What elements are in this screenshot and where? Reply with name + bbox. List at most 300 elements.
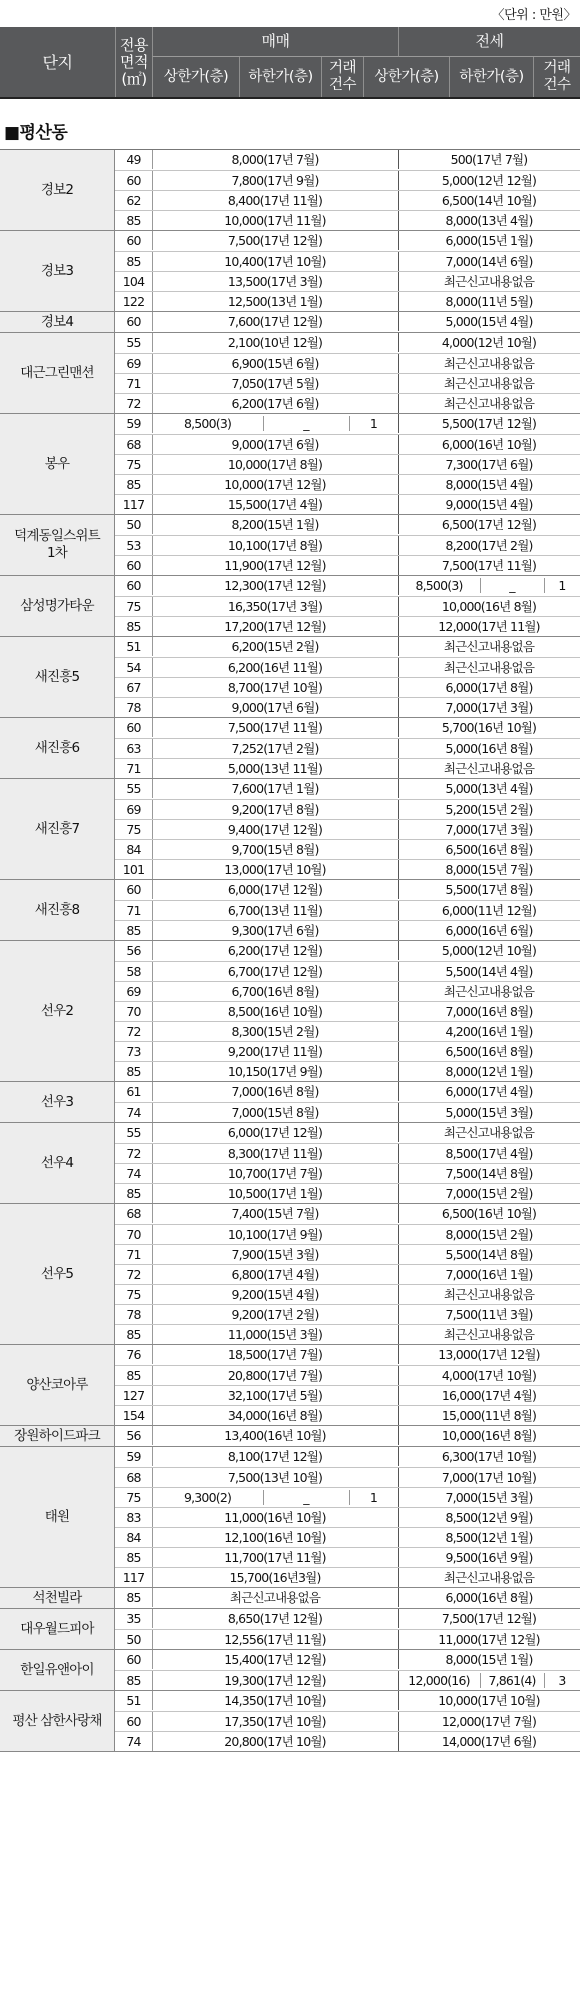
complex-name: 선우4 bbox=[0, 1123, 115, 1203]
sale-price-cell: 12,100(16년 10월) bbox=[152, 1528, 399, 1547]
area-cell: 85 bbox=[115, 1325, 153, 1344]
area-cell: 75 bbox=[115, 597, 153, 616]
sale-price-cell: 8,650(17년 12월) bbox=[152, 1609, 399, 1628]
jeonse-price-cell: 4,200(16년 1월) bbox=[445, 1024, 533, 1039]
sale-price-cell: 8,500(16년 10월) bbox=[152, 1002, 399, 1021]
table-row bbox=[115, 1224, 580, 1244]
table-row bbox=[115, 738, 580, 758]
header-area: 전용 면적 (㎡) bbox=[115, 27, 152, 97]
sale-price-cell: 7,600(17년 12월) bbox=[152, 312, 399, 331]
sale-price-cell: 6,000(17년 12월) bbox=[152, 1123, 399, 1142]
complex-group bbox=[0, 150, 580, 231]
area-cell: 104 bbox=[115, 272, 153, 291]
sale-price-cell: 13,400(16년 10월) bbox=[152, 1426, 399, 1445]
sale-price-cell: 10,150(17년 9월) bbox=[152, 1062, 399, 1081]
jeonse-price-cell: 5,500(17년 12월) bbox=[441, 416, 537, 431]
table-row bbox=[115, 941, 580, 961]
complex-name: 선우5 bbox=[0, 1204, 115, 1344]
jeonse-price-cell: 7,000(17년 3월) bbox=[445, 822, 533, 837]
area-cell: 85 bbox=[115, 1062, 153, 1081]
complex-name: 덕계동일스위트 1차 bbox=[0, 515, 115, 575]
table-row bbox=[115, 373, 580, 393]
area-cell: 35 bbox=[115, 1609, 153, 1628]
sale-price-cell: 최근신고내용없음 bbox=[152, 1588, 399, 1607]
jeonse-price-cell: 7,000(16년 1월) bbox=[445, 1267, 533, 1282]
sale-price-cell: 16,350(17년 3월) bbox=[152, 597, 399, 616]
area-cell: 60 bbox=[115, 576, 153, 595]
complex-name: 새진흥6 bbox=[0, 718, 115, 778]
table-row bbox=[115, 1426, 580, 1446]
table-row bbox=[115, 535, 580, 555]
jeonse-price-cell: 8,000(15년 7월) bbox=[445, 862, 533, 877]
sale-price-cell: 7,500(17년 11월) bbox=[152, 718, 399, 737]
jeonse-price-cell: 5,000(12년 12월) bbox=[441, 173, 537, 188]
jeonse-price-cell: 5,500(17년 8월) bbox=[445, 882, 533, 897]
area-cell: 60 bbox=[115, 231, 153, 250]
complex-name: 봉우 bbox=[0, 414, 115, 514]
sale-price-cell: 8,000(17년 7월) bbox=[152, 150, 399, 169]
complex-name: 삼성명가타운 bbox=[0, 576, 115, 636]
table-row bbox=[115, 596, 580, 616]
area-cell: 72 bbox=[115, 1022, 153, 1041]
area-cell: 50 bbox=[115, 1630, 153, 1649]
sale-price-cell: 10,100(17년 8월) bbox=[152, 536, 399, 555]
jeonse-price-cell: 8,200(17년 2월) bbox=[445, 538, 533, 553]
complex-group bbox=[0, 1650, 580, 1691]
jeonse-price-cell: 5,500(14년 4월) bbox=[445, 964, 533, 979]
table-row bbox=[115, 150, 580, 170]
sale-price-cell: 17,200(17년 12월) bbox=[152, 617, 399, 636]
sale-price-cell: 12,500(13년 1월) bbox=[152, 292, 399, 311]
sale-price-cell: 8,400(17년 11월) bbox=[152, 191, 399, 210]
area-cell: 85 bbox=[115, 1184, 153, 1203]
jeonse-price-cell: 5,000(16년 8월) bbox=[445, 741, 533, 756]
complex-group bbox=[0, 1426, 580, 1447]
area-cell: 60 bbox=[115, 1712, 153, 1731]
table-row bbox=[115, 312, 580, 332]
jeonse-price-cell: 7,000(15년 3월) bbox=[445, 1490, 533, 1505]
jeonse-price-cell: 최근신고내용없음 bbox=[443, 1570, 535, 1585]
complex-name: 새진흥8 bbox=[0, 880, 115, 940]
sale-split-high: 9,300(2) bbox=[183, 1490, 232, 1505]
sale-price-cell: 6,200(15년 2월) bbox=[152, 637, 399, 656]
header-jeonse-group: 전세 bbox=[398, 27, 580, 57]
area-cell: 85 bbox=[115, 211, 153, 230]
jeonse-price-cell: 최근신고내용없음 bbox=[443, 660, 535, 675]
area-cell: 72 bbox=[115, 394, 153, 413]
sale-price-cell: 8,700(17년 10월) bbox=[152, 678, 399, 697]
sale-price-cell: 8,100(17년 12월) bbox=[152, 1447, 399, 1466]
table-row bbox=[115, 1467, 580, 1487]
area-cell: 74 bbox=[115, 1732, 153, 1751]
table-row bbox=[115, 758, 580, 778]
sale-price-cell: 6,200(16년 11월) bbox=[152, 658, 399, 677]
sale-price-cell: 7,900(15년 3월) bbox=[152, 1245, 399, 1264]
sale-price-cell: 10,700(17년 7월) bbox=[152, 1164, 399, 1183]
jeonse-price-cell: 10,000(16년 8월) bbox=[441, 1428, 537, 1443]
section-title: ■평산동 bbox=[4, 123, 68, 143]
jeonse-price-cell: 9,500(16년 9월) bbox=[445, 1550, 533, 1565]
table-row bbox=[115, 393, 580, 413]
header-complex: 단지 bbox=[0, 27, 115, 97]
jeonse-split-low: _ bbox=[509, 578, 515, 593]
table-row bbox=[115, 1567, 580, 1587]
sale-price-cell: 11,900(17년 12월) bbox=[152, 556, 399, 575]
area-cell: 68 bbox=[115, 1468, 153, 1487]
table-row bbox=[115, 474, 580, 494]
jeonse-price-cell: 16,000(17년 4월) bbox=[441, 1388, 537, 1403]
area-cell: 61 bbox=[115, 1082, 153, 1101]
unit-label: 〈단위 : 만원〉 bbox=[491, 8, 576, 23]
jeonse-price-cell: 13,000(17년 12월) bbox=[438, 1347, 540, 1362]
sale-price-cell: 9,000(17년 6월) bbox=[152, 698, 399, 717]
jeonse-price-cell: 7,000(17년 3월) bbox=[445, 700, 533, 715]
area-cell: 83 bbox=[115, 1508, 153, 1527]
area-cell: 71 bbox=[115, 374, 153, 393]
jeonse-price-cell: 7,500(17년 12월) bbox=[441, 1611, 537, 1626]
table-row bbox=[115, 961, 580, 981]
area-cell: 59 bbox=[115, 1447, 153, 1466]
area-cell: 71 bbox=[115, 759, 153, 778]
sale-price-cell: 10,100(17년 9월) bbox=[152, 1225, 399, 1244]
jeonse-price-cell: 6,500(16년 8월) bbox=[445, 1044, 533, 1059]
jeonse-split-high: 8,500(3) bbox=[415, 578, 463, 593]
complex-name: 선우2 bbox=[0, 941, 115, 1081]
complex-name: 태원 bbox=[0, 1447, 115, 1587]
jeonse-price-cell: 5,000(15년 4월) bbox=[445, 314, 533, 329]
table-row bbox=[115, 880, 580, 900]
jeonse-price-cell: 최근신고내용없음 bbox=[443, 356, 535, 371]
sale-price-cell: 15,500(17년 4월) bbox=[152, 495, 399, 514]
complex-name: 대근그린맨션 bbox=[0, 333, 115, 413]
complex-name: 경보2 bbox=[0, 150, 115, 230]
area-cell: 60 bbox=[115, 312, 153, 331]
sale-price-cell: 8,200(15년 1월) bbox=[152, 515, 399, 534]
split-divider bbox=[544, 578, 545, 593]
jeonse-price-cell: 최근신고내용없음 bbox=[443, 761, 535, 776]
area-cell: 50 bbox=[115, 515, 153, 534]
jeonse-price-cell: 4,000(17년 10월) bbox=[441, 1368, 537, 1383]
sale-price-cell: 6,800(17년 4월) bbox=[152, 1265, 399, 1284]
jeonse-price-cell: 6,500(14년 10월) bbox=[441, 193, 537, 208]
jeonse-price-cell: 8,500(17년 4월) bbox=[445, 1146, 533, 1161]
table-row bbox=[115, 616, 580, 636]
area-cell: 60 bbox=[115, 556, 153, 575]
table-row bbox=[115, 271, 580, 291]
table-row bbox=[115, 1405, 580, 1425]
table-row bbox=[115, 697, 580, 717]
table-row bbox=[115, 981, 580, 1001]
sale-price-cell: 17,350(17년 10월) bbox=[152, 1712, 399, 1731]
jeonse-price-cell: 5,200(15년 2월) bbox=[445, 802, 533, 817]
table-row bbox=[115, 1143, 580, 1163]
area-cell: 70 bbox=[115, 1002, 153, 1021]
jeonse-price-cell: 7,300(17년 6월) bbox=[445, 457, 533, 472]
jeonse-price-cell: 최근신고내용없음 bbox=[443, 639, 535, 654]
jeonse-price-cell: 6,500(17년 12월) bbox=[441, 517, 537, 532]
sale-price-cell: 11,000(15년 3월) bbox=[152, 1325, 399, 1344]
area-cell: 71 bbox=[115, 1245, 153, 1264]
jeonse-price-cell: 6,000(17년 8월) bbox=[445, 680, 533, 695]
sale-split-count: 1 bbox=[369, 416, 378, 431]
jeonse-price-cell: 5,000(13년 4월) bbox=[445, 781, 533, 796]
area-cell: 75 bbox=[115, 1285, 153, 1304]
table-row bbox=[115, 819, 580, 839]
table-row bbox=[115, 1447, 580, 1467]
area-cell: 85 bbox=[115, 252, 153, 271]
header-sale-count: 거래 건수 bbox=[321, 57, 363, 97]
table-row bbox=[115, 718, 580, 738]
complex-group bbox=[0, 312, 580, 333]
area-cell: 75 bbox=[115, 820, 153, 839]
complex-group bbox=[0, 941, 580, 1082]
jeonse-price-cell: 7,000(16년 8월) bbox=[445, 1004, 533, 1019]
area-cell: 71 bbox=[115, 901, 153, 920]
split-divider bbox=[349, 1490, 350, 1505]
table-row bbox=[115, 1731, 580, 1751]
table-row bbox=[115, 1629, 580, 1649]
table-row bbox=[115, 576, 580, 596]
table-row bbox=[115, 494, 580, 514]
table-row bbox=[115, 190, 580, 210]
sale-price-cell: 9,400(17년 12월) bbox=[152, 820, 399, 839]
jeonse-price-cell: 6,300(17년 10월) bbox=[441, 1449, 537, 1464]
complex-name: 새진흥7 bbox=[0, 779, 115, 879]
jeonse-split-cell bbox=[398, 576, 580, 595]
table-row bbox=[115, 414, 580, 434]
sale-price-cell: 20,800(17년 10월) bbox=[152, 1732, 399, 1751]
sale-price-cell: 6,200(17년 12월) bbox=[152, 941, 399, 960]
table-row bbox=[115, 677, 580, 697]
table-row bbox=[115, 799, 580, 819]
area-cell: 55 bbox=[115, 779, 153, 798]
complex-group bbox=[0, 1447, 580, 1588]
area-cell: 55 bbox=[115, 1123, 153, 1142]
sale-price-cell: 9,200(17년 8월) bbox=[152, 800, 399, 819]
complex-group bbox=[0, 231, 580, 312]
complex-group bbox=[0, 1691, 580, 1752]
jeonse-price-cell: 6,000(11년 12월) bbox=[441, 903, 537, 918]
area-cell: 69 bbox=[115, 354, 153, 373]
complex-name: 석천빌라 bbox=[0, 1588, 115, 1608]
sale-split-low: _ bbox=[303, 1490, 309, 1505]
table-row bbox=[115, 353, 580, 373]
area-cell: 56 bbox=[115, 1426, 153, 1445]
table-row bbox=[115, 1588, 580, 1608]
table-row bbox=[115, 637, 580, 657]
area-cell: 58 bbox=[115, 962, 153, 981]
jeonse-price-cell: 7,500(14년 8월) bbox=[445, 1166, 533, 1181]
table-row bbox=[115, 1001, 580, 1021]
sale-price-cell: 9,200(15년 4월) bbox=[152, 1285, 399, 1304]
table-row bbox=[115, 920, 580, 940]
sale-price-cell: 7,800(17년 9월) bbox=[152, 171, 399, 190]
table-row bbox=[115, 1244, 580, 1264]
area-cell: 85 bbox=[115, 1366, 153, 1385]
jeonse-price-cell: 10,000(16년 8월) bbox=[441, 599, 537, 614]
header-sale-low: 하한가(층) bbox=[239, 57, 321, 97]
jeonse-split-low: 7,861(4) bbox=[488, 1673, 536, 1688]
complex-group bbox=[0, 414, 580, 515]
split-divider bbox=[480, 578, 481, 593]
table-row bbox=[115, 1670, 580, 1690]
jeonse-price-cell: 6,000(16년 10월) bbox=[441, 437, 537, 452]
sale-price-cell: 9,200(17년 11월) bbox=[152, 1042, 399, 1061]
sale-price-cell: 6,900(15년 6월) bbox=[152, 354, 399, 373]
jeonse-price-cell: 15,000(11년 8월) bbox=[441, 1408, 537, 1423]
area-cell: 55 bbox=[115, 333, 153, 352]
table-row bbox=[115, 1264, 580, 1284]
sale-price-cell: 6,200(17년 6월) bbox=[152, 394, 399, 413]
table-row bbox=[115, 859, 580, 879]
jeonse-price-cell: 6,500(16년 10월) bbox=[441, 1206, 537, 1221]
table-row bbox=[115, 1527, 580, 1547]
table-row bbox=[115, 1324, 580, 1344]
area-cell: 51 bbox=[115, 1691, 153, 1710]
sale-price-cell: 20,800(17년 7월) bbox=[152, 1366, 399, 1385]
area-cell: 127 bbox=[115, 1386, 153, 1405]
area-cell: 54 bbox=[115, 658, 153, 677]
table-row bbox=[115, 1365, 580, 1385]
area-cell: 85 bbox=[115, 1671, 153, 1690]
jeonse-price-cell: 6,500(16년 8월) bbox=[445, 842, 533, 857]
sale-price-cell: 9,000(17년 6월) bbox=[152, 435, 399, 454]
table-header bbox=[0, 27, 580, 97]
sale-price-cell: 18,500(17년 7월) bbox=[152, 1345, 399, 1364]
table-row bbox=[115, 1284, 580, 1304]
complex-name: 양산코아루 bbox=[0, 1345, 115, 1425]
sale-price-cell: 6,000(17년 12월) bbox=[152, 880, 399, 899]
area-cell: 154 bbox=[115, 1406, 153, 1425]
table-row bbox=[115, 1711, 580, 1731]
header-jeonse-count: 거래 건수 bbox=[533, 57, 580, 97]
complex-group bbox=[0, 1345, 580, 1426]
area-cell: 78 bbox=[115, 1305, 153, 1324]
jeonse-price-cell: 8,000(11년 5월) bbox=[445, 294, 533, 309]
area-cell: 85 bbox=[115, 475, 153, 494]
area-cell: 74 bbox=[115, 1164, 153, 1183]
table-row bbox=[115, 1041, 580, 1061]
table-row bbox=[115, 251, 580, 271]
table-row bbox=[115, 1609, 580, 1629]
area-cell: 85 bbox=[115, 617, 153, 636]
area-cell: 78 bbox=[115, 698, 153, 717]
sale-price-cell: 8,300(15년 2월) bbox=[152, 1022, 399, 1041]
sale-split-count: 1 bbox=[369, 1490, 378, 1505]
sale-split-low: _ bbox=[303, 416, 309, 431]
split-divider bbox=[263, 416, 264, 431]
area-cell: 70 bbox=[115, 1225, 153, 1244]
area-cell: 72 bbox=[115, 1265, 153, 1284]
jeonse-price-cell: 7,000(14년 6월) bbox=[445, 254, 533, 269]
area-cell: 101 bbox=[115, 860, 153, 879]
table-row bbox=[115, 1345, 580, 1365]
area-cell: 60 bbox=[115, 718, 153, 737]
sale-price-cell: 11,700(17년 11월) bbox=[152, 1548, 399, 1567]
area-cell: 68 bbox=[115, 1204, 153, 1223]
sale-price-cell: 7,600(17년 1월) bbox=[152, 779, 399, 798]
jeonse-price-cell: 8,000(15년 2월) bbox=[445, 1227, 533, 1242]
jeonse-price-cell: 최근신고내용없음 bbox=[443, 376, 535, 391]
sale-price-cell: 10,500(17년 1월) bbox=[152, 1184, 399, 1203]
header-jeonse-high: 상한가(층) bbox=[363, 57, 449, 97]
sale-price-cell: 7,000(16년 8월) bbox=[152, 1082, 399, 1101]
jeonse-price-cell: 최근신고내용없음 bbox=[443, 1125, 535, 1140]
table-row bbox=[115, 1102, 580, 1122]
jeonse-price-cell: 11,000(17년 12월) bbox=[438, 1632, 540, 1647]
area-cell: 60 bbox=[115, 1650, 153, 1669]
table-row bbox=[115, 454, 580, 474]
header-jeonse-low: 하한가(층) bbox=[449, 57, 533, 97]
table-row bbox=[115, 779, 580, 799]
sale-price-cell: 7,000(15년 8월) bbox=[152, 1103, 399, 1122]
jeonse-price-cell: 10,000(17년 10월) bbox=[438, 1693, 540, 1708]
jeonse-split-high: 12,000(16) bbox=[408, 1673, 470, 1688]
jeonse-split-count: 3 bbox=[558, 1673, 566, 1688]
jeonse-price-cell: 5,700(16년 10월) bbox=[441, 720, 537, 735]
area-cell: 117 bbox=[115, 495, 153, 514]
sale-price-cell: 9,200(17년 2월) bbox=[152, 1305, 399, 1324]
area-cell: 51 bbox=[115, 637, 153, 656]
area-cell: 60 bbox=[115, 880, 153, 899]
table-row bbox=[115, 1123, 580, 1143]
jeonse-price-cell: 최근신고내용없음 bbox=[443, 274, 535, 289]
table-row bbox=[115, 1547, 580, 1567]
complex-name: 새진흥5 bbox=[0, 637, 115, 717]
area-cell: 75 bbox=[115, 1488, 153, 1507]
jeonse-price-cell: 6,000(15년 1월) bbox=[445, 233, 533, 248]
complex-group bbox=[0, 779, 580, 880]
sale-price-cell: 7,252(17년 2월) bbox=[152, 739, 399, 758]
complex-name: 경보3 bbox=[0, 231, 115, 311]
area-cell: 63 bbox=[115, 739, 153, 758]
table-row bbox=[115, 231, 580, 251]
complex-group bbox=[0, 1082, 580, 1123]
area-cell: 60 bbox=[115, 171, 153, 190]
price-table bbox=[0, 149, 580, 1752]
table-row bbox=[115, 210, 580, 230]
jeonse-price-cell: 8,000(15년 4월) bbox=[445, 477, 533, 492]
table-row bbox=[115, 1061, 580, 1081]
table-row bbox=[115, 515, 580, 535]
jeonse-price-cell: 12,000(17년 11월) bbox=[438, 619, 540, 634]
sale-price-cell: 11,000(16년 10월) bbox=[152, 1508, 399, 1527]
split-divider bbox=[544, 1673, 545, 1688]
jeonse-price-cell: 14,000(17년 6월) bbox=[441, 1734, 537, 1749]
complex-group bbox=[0, 1204, 580, 1345]
sale-price-cell: 9,700(15년 8월) bbox=[152, 840, 399, 859]
table-row bbox=[115, 1183, 580, 1203]
sale-price-cell: 14,350(17년 10월) bbox=[152, 1691, 399, 1710]
sale-price-cell: 12,556(17년 11월) bbox=[152, 1630, 399, 1649]
area-cell: 75 bbox=[115, 455, 153, 474]
jeonse-price-cell: 8,000(13년 4월) bbox=[445, 213, 533, 228]
sale-price-cell: 10,400(17년 10월) bbox=[152, 252, 399, 271]
complex-group bbox=[0, 1588, 580, 1609]
jeonse-price-cell: 7,500(17년 11월) bbox=[441, 558, 537, 573]
area-cell: 69 bbox=[115, 800, 153, 819]
sale-price-cell: 13,000(17년 10월) bbox=[152, 860, 399, 879]
complex-group bbox=[0, 1123, 580, 1204]
sale-split-high: 8,500(3) bbox=[183, 416, 232, 431]
jeonse-price-cell: 최근신고내용없음 bbox=[443, 396, 535, 411]
table-row bbox=[115, 900, 580, 920]
table-row bbox=[115, 1385, 580, 1405]
complex-group bbox=[0, 1609, 580, 1650]
area-cell: 72 bbox=[115, 1144, 153, 1163]
area-cell: 74 bbox=[115, 1103, 153, 1122]
area-cell: 84 bbox=[115, 1528, 153, 1547]
